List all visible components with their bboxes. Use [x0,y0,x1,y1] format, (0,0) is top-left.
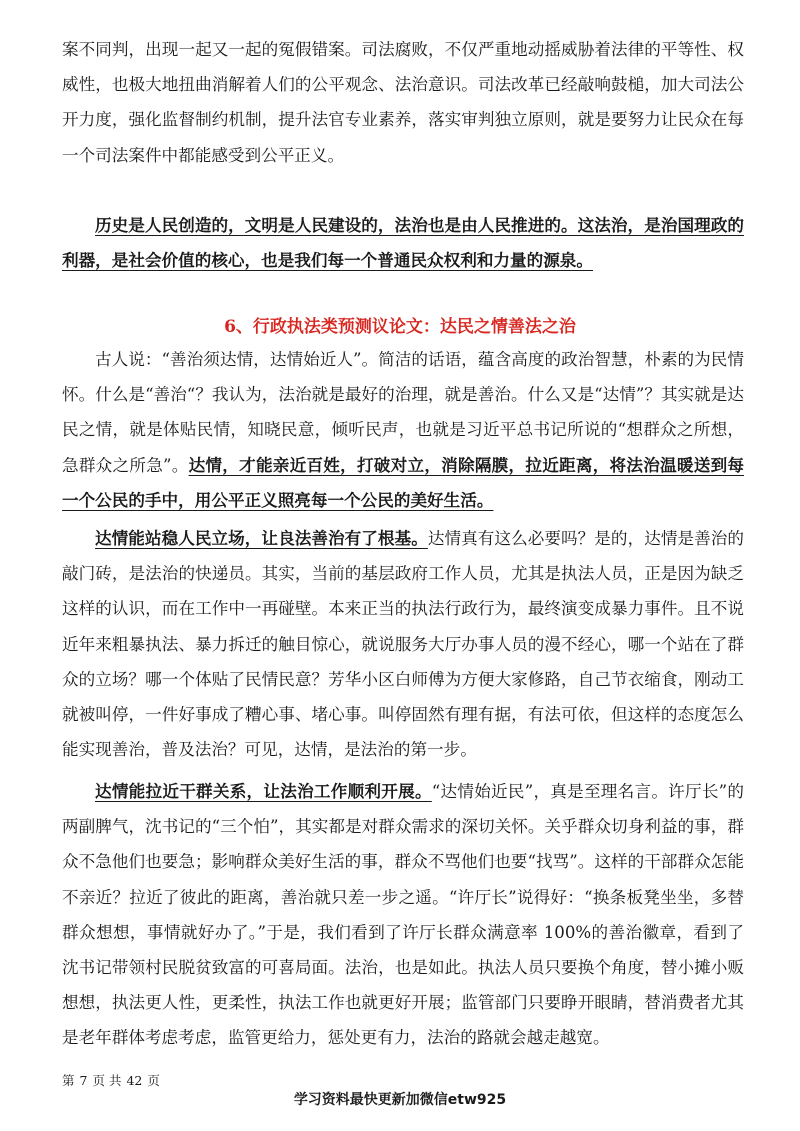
point2-paragraph [62,774,744,1056]
section-heading: 6、行政执法类预测议论文：达民之情善法之治 [224,317,576,337]
closing-paragraph: 历史是人民创造的，文明是人民建设的，法治也是由人民推进的。这法治，是治国理政的利器，是社会价值的核心，也是我们每一个普通民众权利和力量的源泉。 [62,215,744,271]
continuation-paragraph: 案不同判，出现一起又一起的冤假错案。司法腐败，不仅严重地动摇威胁着法律的平等性、权威性，也极大地扭曲消解着人们的公平观念、法治意识。司法改革已经敲响鼓槌，加大司法公开力度，强化监督制约机制，提升法官专业素养，落实审判独立原则，就是要努力让民众在每一个司法案件中都能感受到公平正义。 [62,40,744,165]
page-current: 7 [79,1073,88,1088]
page-middle: 页 共 [92,1073,122,1088]
page-number [62,1072,160,1090]
intro-text: 古人说：“善治须达情，达情始近人”。简洁的话语，蕴含高度的政治智慧，朴素的为民情怀。什么是“善治“？我认为，法治就是最好的治理，就是善治。什么又是“达情”？其实就是达民之情，就是体贴民情，知晓民意，倾听民声，也就是习近平总书记所说的“想群众之所想，急群众之所急”。 [62,350,744,475]
point2-lead: 达情能拉近干群关系，让法治工作顺利开展。 [95,781,432,801]
footer-watermark: 学习资料最快更新加微信etw925 [293,1092,507,1108]
page-total: 42 [126,1073,143,1088]
point1-text: 达情真有这么必要吗？是的，达情是善治的敲门砖，是法治的快递员。其实，当前的基层政府工作人员，尤其是执法人员，正是因为缺乏这样的认识，而在工作中一再碰壁。本来正当的执法行政行为，最终演变成暴力事件。且不说近年来粗暴执法、暴力拆迁的触目惊心，就说服务大厅办事人员的漫不经心，哪一个站在了群众的立场？哪一个体贴了民情民意？芳华小区白师傅为方便大家修路，自己节衣缩食，刚动工就被叫停，一件好事成了糟心事、堵心事。叫停固然有理有据，有法可依，但这样的态度怎么能实现善治，普及法治？可见，达情，是法治的第一步。 [62,529,745,760]
page-prefix: 第 [62,1073,75,1088]
point2-text: “达情始近民”，真是至理名言。许厅长”的两副脾气，沈书记的“三个怕”，其实都是对群众需求的深切关怀。关乎群众切身利益的事，群众不急他们也要急；影响群众美好生活的事，群众不骂他们也要“找骂”。这样的干部群众怎能不亲近？拉近了彼此的距离，善治就只差一步之遥。“许厅长”说得好：“换条板凳坐坐，多替群众想想，事情就好办了。”于是，我们看到了许厅长群众满意率 100%的善治徽章，看到了沈书记带领村民脱贫致富的可喜局面。法治，也是如此。执法人员只要换个角度，替小摊小贩想想，执法更人性，更柔性，执法工作也就更好开展；监管部门只要睁开眼睛，替消费者尤其是老年群体考虑考虑，监管更给力，惩处更有力，法治的路就会越走越宽。 [62,782,745,1048]
page-suffix: 页 [147,1073,160,1088]
intro-paragraph [62,342,744,518]
intro-thesis: 达情，才能亲近百姓，打破对立，消除隔膜，拉近距离，将法治温暖送到每一个公民的手中，用公平正义照亮每一个公民的美好生活。 [62,454,744,510]
point1-lead: 达情能站稳人民立场，让良法善治有了根基。 [95,528,428,548]
point1-paragraph [62,521,744,767]
